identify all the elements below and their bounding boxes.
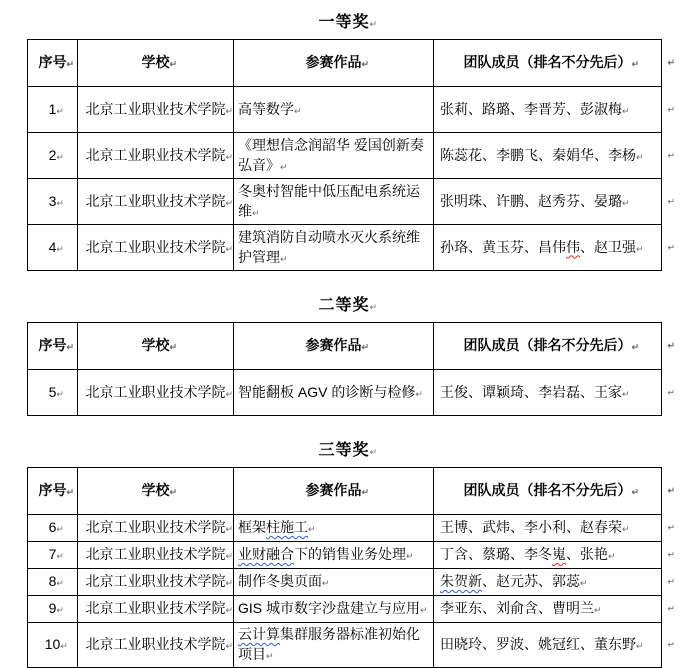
paragraph-mark-icon: ↵ xyxy=(667,522,675,533)
paragraph-mark-icon: ↵ xyxy=(667,196,675,207)
paragraph-mark-icon: ↵ xyxy=(667,150,675,161)
cell-entry-work: GIS 城市数字沙盘建立与应用↵ xyxy=(234,596,434,623)
cell-school: 北京工业职业技术学院↵ xyxy=(78,87,234,133)
header-label: 序号 xyxy=(38,482,67,499)
cell-serial-number: 7↵ xyxy=(28,542,78,569)
cell-entry-work: 业财融合下的销售业务处理↵ xyxy=(234,542,434,569)
cell-serial-number: 4↵ xyxy=(28,225,78,271)
header-label: 学校 xyxy=(141,337,170,354)
column-header: 学校↵ xyxy=(78,468,234,515)
header-row xyxy=(28,323,662,370)
cell-team-members: 张明珠、许鹏、赵秀芬、晏璐↵ ↵ xyxy=(434,179,662,225)
cell-school: 北京工业职业技术学院↵ xyxy=(78,515,234,542)
paragraph-mark-icon: ↵ xyxy=(667,485,675,496)
school-name: 北京工业职业技术学院 xyxy=(85,146,226,163)
entry-work-text: 框架 xyxy=(238,519,266,536)
team-members-text: 、赵卫强 xyxy=(580,238,636,255)
title-line: 一等奖↵ xyxy=(318,14,378,31)
serial-number: 4 xyxy=(48,238,57,255)
serial-number: 5 xyxy=(48,383,57,400)
cell-serial-number: 5↵ xyxy=(28,370,78,416)
cell-team-members: 田晓玲、罗波、姚冠红、董东野↵ ↵ xyxy=(434,623,662,668)
column-header: 序号↵ xyxy=(28,323,78,370)
award-title: 一等奖 xyxy=(318,14,370,31)
cell-entry-work: 建筑消防自动喷水灭火系统维护管理↵ xyxy=(234,225,434,271)
entry-work-text: 智能翻板 AGV 的诊断与检修 xyxy=(238,383,416,400)
serial-number: 1 xyxy=(48,100,57,117)
entry-work-text: 《理想信念润韶华 爱国创新奏弘音》 xyxy=(238,136,424,173)
header-label: 参赛作品 xyxy=(305,337,362,354)
title-line: 二等奖↵ xyxy=(318,297,378,314)
paragraph-mark-icon: ↵ xyxy=(667,549,675,560)
entry-work-text: 建筑消防自动喷水灭火系统维护管理 xyxy=(238,228,420,265)
table-row xyxy=(28,87,662,133)
school-name: 北京工业职业技术学院 xyxy=(85,546,226,563)
cell-school: 北京工业职业技术学院↵ xyxy=(78,133,234,179)
header-label: 团队成员（排名不分先后） xyxy=(463,54,632,71)
school-name: 北京工业职业技术学院 xyxy=(85,600,226,617)
cell-serial-number: 1↵ xyxy=(28,87,78,133)
cell-entry-work: 冬奥村智能中低压配电系统运维↵ xyxy=(234,179,434,225)
paragraph-mark-icon: ↵ xyxy=(667,104,675,115)
cell-school: 北京工业职业技术学院↵ xyxy=(78,179,234,225)
table-row xyxy=(28,623,662,668)
cell-team-members: 王博、武炜、李小利、赵春荣↵ ↵ xyxy=(434,515,662,542)
cell-serial-number: 9↵ xyxy=(28,596,78,623)
entry-work-text: 柱施工 xyxy=(266,519,308,536)
column-header: 序号↵ xyxy=(28,468,78,515)
serial-number: 2 xyxy=(48,146,57,163)
cell-serial-number: 8↵ xyxy=(28,569,78,596)
cell-school: 北京工业职业技术学院↵ xyxy=(78,225,234,271)
table-body xyxy=(28,515,675,668)
header-label: 学校 xyxy=(141,54,170,71)
table-body xyxy=(28,87,675,271)
entry-work-text: GIS 城市数字沙盘建立与应用 xyxy=(238,600,421,617)
header-label: 学校 xyxy=(141,482,170,499)
cell-school: 北京工业职业技术学院↵ xyxy=(78,569,234,596)
entry-work-text: 冬奥村智能中低压配电系统运维 xyxy=(238,182,420,219)
team-members-text: 、张艳 xyxy=(566,546,608,563)
cell-team-members: 张莉、路璐、李晋芳、彭淑梅↵ ↵ xyxy=(434,87,662,133)
table-row xyxy=(28,225,662,271)
team-members-text: 王俊、谭颖琦、李岩磊、王家 xyxy=(440,383,622,400)
serial-number: 3 xyxy=(48,192,57,209)
school-name: 北京工业职业技术学院 xyxy=(85,238,226,255)
award-table xyxy=(27,39,675,271)
cell-team-members: 朱贺新、赵元苏、郭蕊↵ ↵ xyxy=(434,569,662,596)
award-section xyxy=(27,12,700,271)
entry-work-text: 业财融合 xyxy=(238,546,294,563)
column-header: 参赛作品↵ xyxy=(234,40,434,87)
school-name: 北京工业职业技术学院 xyxy=(85,100,226,117)
team-members-text: 朱贺新 xyxy=(440,573,482,590)
school-name: 北京工业职业技术学院 xyxy=(85,192,226,209)
paragraph-mark-icon: ↵ xyxy=(667,603,675,614)
column-header: 参赛作品↵ xyxy=(234,468,434,515)
serial-number: 10 xyxy=(44,635,61,652)
entry-work-text: 云计算 xyxy=(238,626,280,642)
paragraph-mark-icon: ↵ xyxy=(667,387,675,398)
cell-team-members: 丁含、蔡璐、李冬嵬、张艳↵ ↵ xyxy=(434,542,662,569)
header-row xyxy=(28,40,662,87)
cell-serial-number: 10↵ xyxy=(28,623,78,668)
cell-team-members: 陈蕊花、李鹏飞、秦娟华、李杨↵ ↵ xyxy=(434,133,662,179)
table-row xyxy=(28,569,662,596)
award-table xyxy=(27,322,675,416)
cell-team-members: 孙珞、黄玉芬、昌伟伟、赵卫强↵ ↵ xyxy=(434,225,662,271)
team-members-text: 王博、武炜、李小利、赵春荣 xyxy=(440,519,622,536)
column-header: 学校↵ xyxy=(78,40,234,87)
team-members-text: 陈蕊花、李鹏飞、秦娟华、李杨 xyxy=(440,146,636,163)
paragraph-mark-icon: ↵ xyxy=(667,57,675,68)
team-members-text: 嵬 xyxy=(552,546,566,563)
team-members-text: 孙珞、黄玉芬、昌伟 xyxy=(440,238,566,255)
header-row xyxy=(28,468,662,515)
cell-serial-number: 2↵ xyxy=(28,133,78,179)
column-header: 参赛作品↵ xyxy=(234,323,434,370)
cell-school: 北京工业职业技术学院↵ xyxy=(78,370,234,416)
cell-school: 北京工业职业技术学院↵ xyxy=(78,623,234,668)
paragraph-mark-icon: ↵ xyxy=(667,340,675,351)
header-label: 团队成员（排名不分先后） xyxy=(463,337,632,354)
entry-work-text: 高等数学 xyxy=(238,100,294,117)
entry-work-text: 制作冬奥页面 xyxy=(238,573,322,590)
column-header: 序号↵ xyxy=(28,40,78,87)
team-members-text: 、赵元苏、郭蕊 xyxy=(482,573,580,590)
column-header: 团队成员（排名不分先后）↵ ↵ xyxy=(434,468,662,515)
school-name: 北京工业职业技术学院 xyxy=(85,573,226,590)
header-label: 参赛作品 xyxy=(305,482,362,499)
cell-school: 北京工业职业技术学院↵ xyxy=(78,542,234,569)
title-line: 三等奖↵ xyxy=(318,442,378,459)
cell-entry-work: 《理想信念润韶华 爱国创新奏弘音》↵ xyxy=(234,133,434,179)
team-members-text: 张莉、路璐、李晋芳、彭淑梅 xyxy=(440,100,622,117)
column-header: 团队成员（排名不分先后）↵ ↵ xyxy=(434,323,662,370)
award-sections xyxy=(27,12,700,668)
table-row xyxy=(28,179,662,225)
award-title: 三等奖 xyxy=(318,442,370,459)
header-label: 团队成员（排名不分先后） xyxy=(463,482,632,499)
cell-serial-number: 3↵ xyxy=(28,179,78,225)
table-row xyxy=(28,542,662,569)
award-section xyxy=(27,295,700,416)
school-name: 北京工业职业技术学院 xyxy=(85,383,226,400)
serial-number: 6 xyxy=(48,519,57,536)
header-label: 序号 xyxy=(38,54,67,71)
column-header: 团队成员（排名不分先后）↵ ↵ xyxy=(434,40,662,87)
cell-school: 北京工业职业技术学院↵ xyxy=(78,596,234,623)
cell-entry-work: 框架柱施工↵ xyxy=(234,515,434,542)
serial-number: 7 xyxy=(48,546,57,563)
team-members-text: 丁含、蔡璐、李冬 xyxy=(440,546,552,563)
entry-work-text: 集群服务器标准初始化项目 xyxy=(238,626,420,662)
cell-entry-work: 智能翻板 AGV 的诊断与检修↵ xyxy=(234,370,434,416)
cell-team-members: 王俊、谭颖琦、李岩磊、王家↵ ↵ xyxy=(434,370,662,416)
award-title: 二等奖 xyxy=(318,297,370,314)
school-name: 北京工业职业技术学院 xyxy=(85,519,226,536)
paragraph-mark-icon: ↵ xyxy=(667,242,675,253)
cell-entry-work: 高等数学↵ xyxy=(234,87,434,133)
cell-team-members: 李亚东、刘俞含、曹明兰↵ ↵ xyxy=(434,596,662,623)
paragraph-mark-icon: ↵ xyxy=(667,639,675,650)
cell-entry-work: 云计算集群服务器标准初始化项目↵ xyxy=(234,623,434,668)
table-row xyxy=(28,596,662,623)
column-header: 学校↵ xyxy=(78,323,234,370)
team-members-text: 李亚东、刘俞含、曹明兰 xyxy=(440,600,594,617)
team-members-text: 伟 xyxy=(566,238,580,255)
entry-work-text: 下的销售业务处理 xyxy=(294,546,406,563)
header-label: 参赛作品 xyxy=(305,54,362,71)
team-members-text: 张明珠、许鹏、赵秀芬、晏璐 xyxy=(440,192,622,209)
table-body xyxy=(28,370,675,416)
table-row xyxy=(28,133,662,179)
award-table xyxy=(27,467,675,668)
cell-entry-work: 制作冬奥页面↵ xyxy=(234,569,434,596)
serial-number: 9 xyxy=(48,600,57,617)
paragraph-mark-icon: ↵ xyxy=(667,576,675,587)
award-section xyxy=(27,440,700,668)
serial-number: 8 xyxy=(48,573,57,590)
header-label: 序号 xyxy=(38,337,67,354)
cell-serial-number: 6↵ xyxy=(28,515,78,542)
table-row xyxy=(28,370,662,416)
table-row xyxy=(28,515,662,542)
team-members-text: 田晓玲、罗波、姚冠红、董东野 xyxy=(440,635,636,652)
school-name: 北京工业职业技术学院 xyxy=(85,635,226,652)
